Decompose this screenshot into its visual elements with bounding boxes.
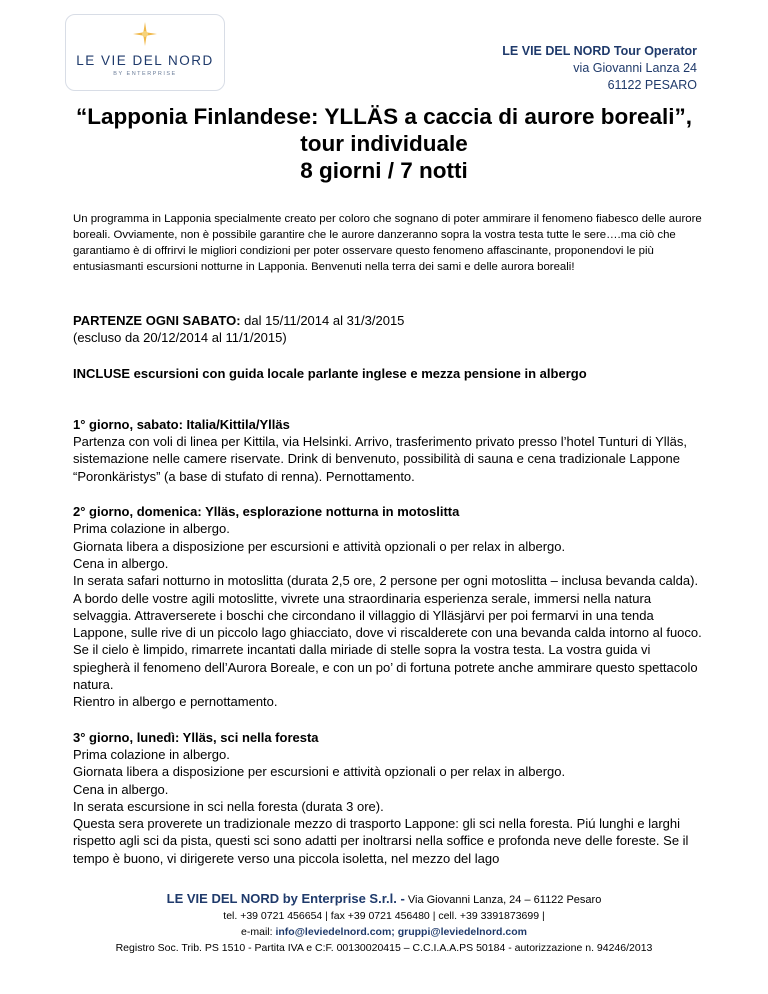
included-services: INCLUSE escursioni con guida locale parlante inglese e mezza pensione in albergo bbox=[73, 365, 587, 381]
day-3-line: Giornata libera a disposizione per escursioni e attività opzionali o per relax in albergo. bbox=[73, 764, 566, 780]
footer-company: LE VIE DEL NORD by Enterprise S.r.l. - bbox=[166, 891, 405, 906]
document-body bbox=[73, 211, 703, 867]
departures-dates: dal 15/11/2014 al 31/3/2015 bbox=[240, 313, 405, 328]
day-2-heading: 2° giorno, domenica: Ylläs, esplorazione notturna in motoslitta bbox=[73, 504, 460, 520]
company-logo bbox=[65, 14, 225, 91]
intro-paragraph: Un programma in Lapponia specialmente creato per coloro che sognano di poter ammirare il fenomeno fiabesco delle aurore boreali. Ovviamente, non è possibile garantire che le aurore danzeranno sopra la vostra testa tutte le sere….ma ciò che garantiamo è di offrirvi le migliori condizioni per poter osservare questo fenomeno affascinante, proponendovi le più entusiasmanti escursioni notturne in Lapponia. Benvenuti nella terra dei sami e delle aurora boreali! bbox=[73, 213, 702, 273]
company-name: LE VIE DEL NORD Tour Operator bbox=[502, 44, 697, 58]
title-line-2: tour individuale bbox=[300, 131, 468, 156]
day-3-heading: 3° giorno, lunedì: Ylläs, sci nella foresta bbox=[73, 729, 319, 745]
day-1-text: Partenza con voli di linea per Kittila, via Helsinki. Arrivo, trasferimento privato presso l’hotel Tunturi di Ylläs, sistemazione nelle camere riservate. Drink di benvenuto, possibilità di sauna e cena tradizionale Lappone “Poronkäristys” (a base di stufato di renna). Pernottamento. bbox=[73, 434, 687, 484]
day-2-line: Giornata libera a disposizione per escursioni e attività opzionali o per relax in albergo. bbox=[73, 538, 566, 554]
company-address: via Giovanni Lanza 24 bbox=[573, 61, 697, 75]
footer-address: Via Giovanni Lanza, 24 – 61122 Pesaro bbox=[404, 894, 602, 906]
day-2-line: In serata safari notturno in motoslitta (durata 2,5 ore, 2 persone per ogni motoslitta – inclusa bevanda calda). A bordo delle vostre agili motoslitte, vivrete una straordinaria esperienza serale, immersi nella natura selvaggia. Attraverserete i boschi che circondano il villaggio di Ylläsjärvi per poi fermarvi in una tenda Lappone, sulle rive di un piccolo lago ghiacciato, dove vi riscalderete con una bevanda calda intorno al fuoco. Se il cielo è limpido, rimarrete incantati dalla miriade di stelle sopra la vostra testa. La vostra guida vi spiegherà il fenomeno dell’Aurora Boreale, e con un po’ di fortuna potrete anche ammirare questo spettacolo natura. bbox=[73, 573, 702, 693]
departures-excluded: (escluso da 20/12/2014 al 11/1/2015) bbox=[73, 330, 287, 346]
company-city: 61122 PESARO bbox=[607, 78, 697, 92]
day-2-line: Cena in albergo. bbox=[73, 555, 169, 571]
logo-text: LE VIE DEL NORD bbox=[76, 53, 214, 68]
departures-label: PARTENZE OGNI SABATO: bbox=[73, 313, 241, 328]
day-3-line: Prima colazione in albergo. bbox=[73, 746, 230, 762]
logo-subtext: BY ENTERPRISE bbox=[113, 71, 177, 77]
footer-phones: tel. +39 0721 456654 | fax +39 0721 456480 | cell. +39 3391873699 | bbox=[223, 910, 545, 922]
title-line-1: “Lapponia Finlandese: YLLÄS a caccia di aurore boreali”, bbox=[75, 104, 692, 129]
departures bbox=[73, 312, 703, 329]
footer-registry: Registro Soc. Trib. PS 1510 - Partita IVA e C:F. 00130020415 – C.C.I.A.A.PS 50184 - autorizzazione n. 94246/2013 bbox=[115, 942, 653, 954]
day-3-line: Questa sera proverete un tradizionale mezzo di trasporto Lappone: gli sci nella foresta. Piú lunghi e larghi rispetto agli sci da pista, questi sci sono adatti per inoltrarsi nella soffice e profonda neve delle foreste. Se il tempo è buono, vi dirigerete verso una piccola isoletta, nel mezzo del lago bbox=[73, 816, 689, 866]
day-3-line: Cena in albergo. bbox=[73, 781, 169, 797]
document-title bbox=[60, 103, 708, 184]
day-2-line: Rientro in albergo e pernottamento. bbox=[73, 694, 278, 710]
page-footer bbox=[0, 891, 768, 956]
title-line-3: 8 giorni / 7 notti bbox=[300, 158, 468, 183]
day-2-line: Prima colazione in albergo. bbox=[73, 521, 230, 537]
footer-email-link[interactable]: info@leviedelnord.com; gruppi@leviedelnord.com bbox=[275, 926, 527, 938]
footer-email-label: e-mail: bbox=[241, 926, 276, 938]
day-1-heading: 1° giorno, sabato: Italia/Kittila/Ylläs bbox=[73, 416, 290, 432]
company-info bbox=[502, 43, 697, 94]
star-icon bbox=[132, 21, 158, 47]
day-3-line: In serata escursione in sci nella foresta (durata 3 ore). bbox=[73, 798, 384, 814]
